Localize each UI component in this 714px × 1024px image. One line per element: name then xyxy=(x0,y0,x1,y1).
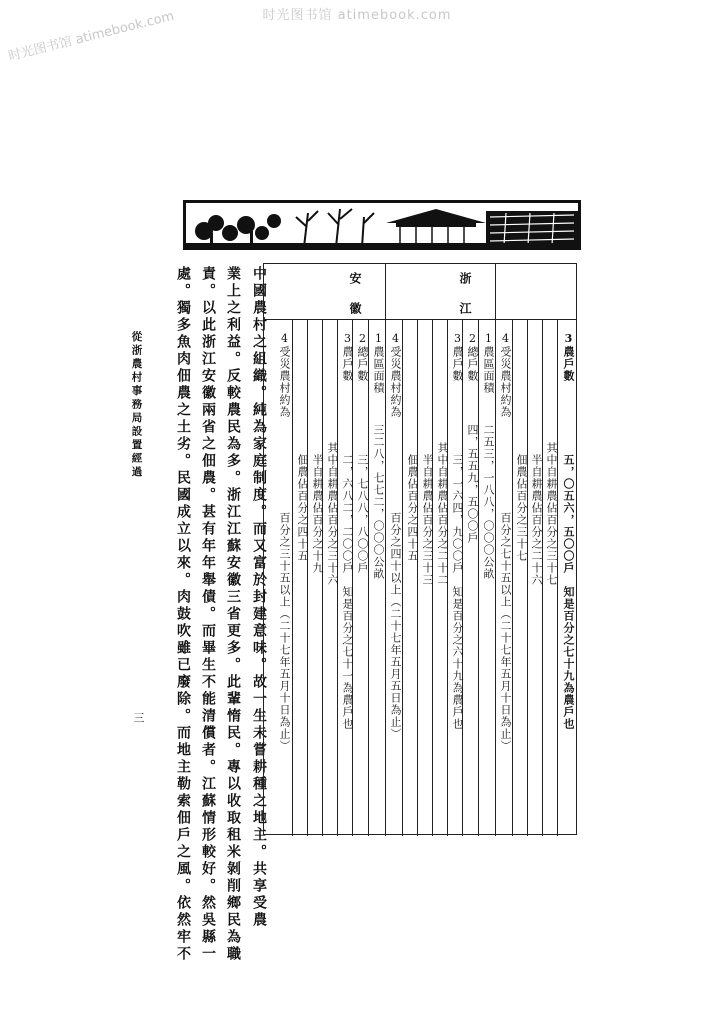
anhui-households-label: 2總戶數 xyxy=(356,332,369,382)
zhejiang-disaster-value: 百分之四十以上（二十七年五月五日為止） xyxy=(389,512,402,740)
anhui-farm-households-value: 二，六八二，二〇〇戶 知是百分之七十一為農戶也 xyxy=(341,454,354,730)
province-header-zhejiang: 浙江 xyxy=(458,272,472,332)
watermark-top: 时光图书馆 atimebook.com xyxy=(262,8,452,23)
province-header-anhui: 安徽 xyxy=(348,272,362,332)
zhejiang-tenants: 佃農佔百分之四十五 xyxy=(406,454,419,562)
jiangsu-tenants: 佃農佔百分之三十七 xyxy=(515,454,528,562)
anhui-disaster-value: 百分之三十五以上（二十七年五月十日為止） xyxy=(278,512,291,752)
prose-column-2: 業上之利益。反較農民為多。浙江江蘇安徽三省更多。此輩惰民。專以收取租米剝削鄉民為職 xyxy=(225,266,241,963)
statistics-table xyxy=(263,263,577,835)
zhejiang-area-label: 1農區面積 xyxy=(482,332,495,394)
jiangsu-farm-households-value: 五，〇五六，五〇〇戶 知是百分之七十九為農戶也 xyxy=(562,454,575,730)
prose-column-4: 處。獨多魚肉佃農之土劣。民國成立以來。肉鼓吹雖已廢除。而地主勒索佃戶之風。依然牢不 xyxy=(175,266,191,963)
zhejiang-disaster-label: 4受災農村約為 xyxy=(389,332,402,418)
anhui-disaster-label: 4受災農村約為 xyxy=(278,332,291,418)
anhui-area-value: 三二八，七七二，〇〇〇公畝 xyxy=(372,424,385,580)
running-title: 從浙農村事務局設置經過 xyxy=(130,331,143,480)
anhui-part-owners: 半自耕農佔百分之十九 xyxy=(311,454,324,574)
prose-column-1: 中國農村之組織。純為家庭制度。而又富於封建意味。故一生未嘗耕種之地主。共享受農 xyxy=(251,266,267,929)
zhejiang-part-owners: 半自耕農佔百分之三十三 xyxy=(421,454,434,586)
jiangsu-farm-households-label: 3農戶數 xyxy=(562,332,575,382)
jiangsu-owner-cultivators: 其中自耕農佔百分之三十七 xyxy=(545,442,558,586)
prose-column-3: 責。以此浙江安徽兩省之佃農。甚有年年舉債。而畢生不能清償者。江蘇情形較好。然吳縣一 xyxy=(200,266,216,963)
zhejiang-farm-households-label: 3農戶數 xyxy=(451,332,464,382)
decorative-banner xyxy=(183,200,581,250)
anhui-households-value: 三，七八八，八〇〇戶 xyxy=(356,454,369,574)
zhejiang-area-value: 二五三，一八八，〇〇〇公畝 xyxy=(482,424,495,580)
jiangsu-part-owners: 半自耕農佔百分之二十六 xyxy=(530,454,543,586)
jiangsu-disaster-label: 4受災農村約為 xyxy=(499,332,512,418)
zhejiang-farm-households-value: 三，一六四，九〇〇戶 知是百分之六十九為農戶也 xyxy=(451,454,464,730)
zhejiang-households-label: 2總戶數 xyxy=(466,332,479,382)
jiangsu-disaster-value: 百分之七十五以上（二十七年五月十日為止） xyxy=(499,512,512,752)
anhui-area-label: 1農區面積 xyxy=(372,332,385,394)
page-number: 三 xyxy=(132,712,145,723)
zhejiang-households-value: 四，五五九，五〇〇戶 xyxy=(466,424,479,544)
watermark-diagonal: 时光图书馆 atimebook.com xyxy=(6,8,176,65)
anhui-farm-households-label: 3農戶數 xyxy=(341,332,354,382)
decorative-banner-icon xyxy=(186,203,578,247)
anhui-owner-cultivators: 其中自耕農佔百分之三十六 xyxy=(326,442,339,586)
anhui-tenants: 佃農佔百分之四十五 xyxy=(296,454,309,562)
zhejiang-owner-cultivators: 其中自耕農佔百分之二十二 xyxy=(436,442,449,586)
